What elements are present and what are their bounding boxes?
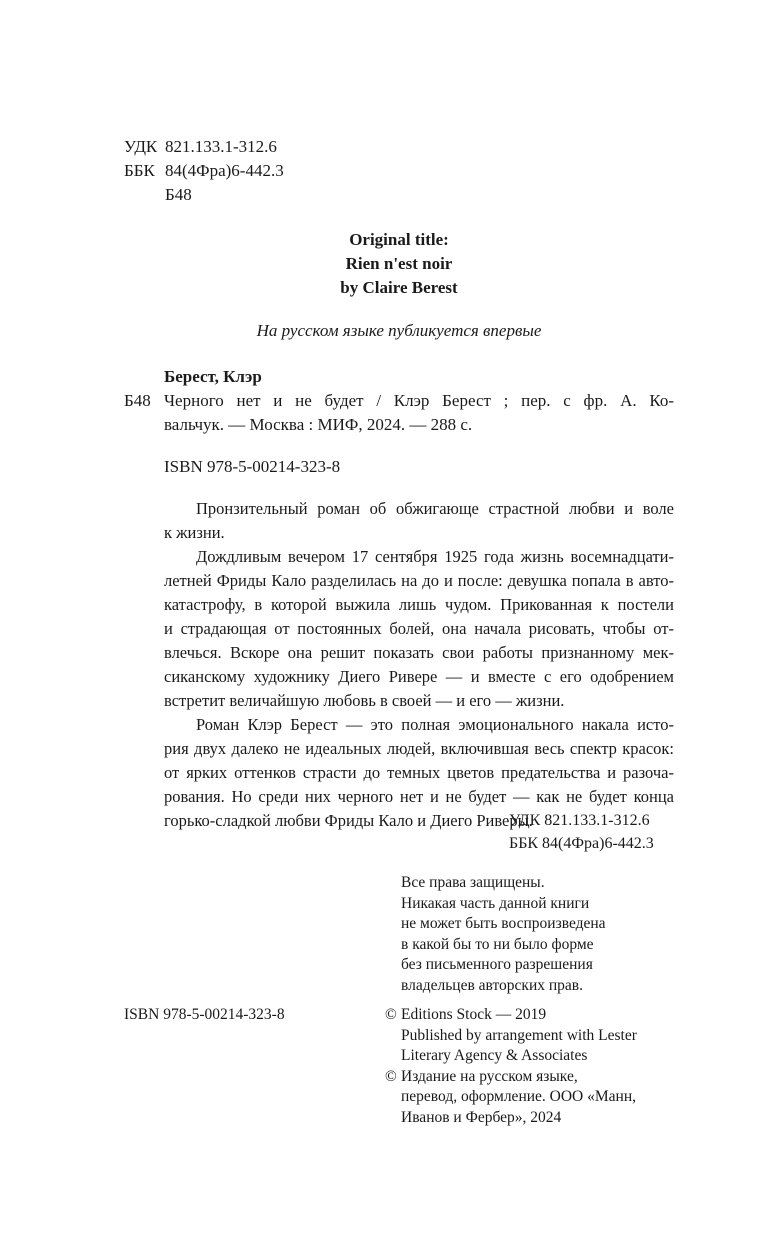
annotation-line: влечься. Вскоре она решит показать свои работы признанному мек- <box>164 643 674 662</box>
rights-line: без письменного разрешения <box>401 956 593 973</box>
copyright-line: Иванов и Фербер», 2024 <box>401 1108 562 1126</box>
bib-line: Черного нет и не будет / Клэр Берест ; пер. с фр. А. Ко- <box>164 391 674 410</box>
isbn-bottom: ISBN 978-5-00214-323-8 <box>124 1006 285 1023</box>
udk-row <box>124 135 284 159</box>
udk-value: 821.133.1-312.6 <box>165 137 277 156</box>
bbk-row <box>124 159 284 183</box>
annotation-line: сиканскому художнику Диего Ривере — и вместе с его одобрением <box>164 667 674 686</box>
bib-description <box>164 389 674 437</box>
bbk-value: 84(4Фра)6-442.3 <box>165 161 284 180</box>
classification-block <box>124 135 284 207</box>
rights-line: Все права защищены. <box>401 874 545 891</box>
copyright-symbol: © <box>385 1067 397 1085</box>
annotation-line: к жизни. <box>164 523 225 542</box>
annotation-line: Пронзительный роман об обжигающе страстной любви и воле <box>196 499 674 518</box>
copyright-line: перевод, оформление. ООО «Манн, <box>401 1088 636 1105</box>
bib-author: Берест, Клэр <box>164 367 262 386</box>
annotation-line: горько-сладкой любви Фриды Кало и Диего Риверы. <box>164 811 533 830</box>
copyright-line <box>385 1067 637 1088</box>
original-title <box>0 228 768 300</box>
bib-line: вальчук. — Москва : МИФ, 2024. — 288 с. <box>164 415 473 434</box>
annotation-line: катастрофу, в которой выжила лишь чудом. Прикованная к постели <box>164 595 674 614</box>
rights-line: не может быть воспроизведена <box>401 915 606 932</box>
copyright-text: Editions Stock — 2019 <box>401 1006 547 1023</box>
copyright-text: Издание на русском языке, <box>401 1067 578 1085</box>
udk-code: УДК 821.133.1-312.6 <box>509 812 650 829</box>
annotation-line: рия двух далеко не идеальных людей, включившая весь спектр красок: <box>164 739 674 758</box>
original-title-author: by Claire Berest <box>340 278 458 297</box>
copyright-symbol: © <box>385 1006 397 1023</box>
annotation-line: и страдающая от постоянных болей, она начала рисовать, чтобы от- <box>164 619 674 638</box>
copyright-line: Literary Agency & Associates <box>401 1047 588 1064</box>
copyright-line <box>385 1005 637 1026</box>
annotation-line: рования. Но среди них черного нет и не будет — как не будет конца <box>164 787 674 806</box>
bib-isbn: ISBN 978-5-00214-323-8 <box>164 457 341 476</box>
author-sign: Б48 <box>165 185 192 204</box>
annotation-line: Дождливым вечером 17 сентября 1925 года жизнь восемнадцати- <box>196 547 674 566</box>
annotation-line: Роман Клэр Берест — это полная эмоционального накала исто- <box>196 715 674 734</box>
annotation-line: встретит величайшую любовь в своей — и его — жизни. <box>164 691 565 710</box>
bbk-label: ББК <box>124 161 155 180</box>
annotation-line: от ярких оттенков страсти до темных цветов предательства и разоча- <box>164 763 674 782</box>
copyright-block <box>385 1005 637 1128</box>
bib-sign: Б48 <box>124 391 151 410</box>
original-title-label: Original title: <box>349 230 449 249</box>
rights-line: владельцев авторских прав. <box>401 976 583 994</box>
rights-notice <box>401 873 606 996</box>
bbk-code: ББК 84(4Фра)6-442.3 <box>509 835 654 852</box>
annotation <box>164 497 674 833</box>
copyright-line: Published by arrangement with Lester <box>401 1026 637 1044</box>
rights-line: Никакая часть данной книги <box>401 894 590 912</box>
original-title-name: Rien n'est noir <box>345 254 453 273</box>
udk-label: УДК <box>124 137 158 156</box>
first-publication-note: На русском языке публикуется впервые <box>256 321 542 340</box>
rights-line: в какой бы то ни было форме <box>401 935 594 953</box>
annotation-line: летней Фриды Кало разделилась на до и после: девушка попала в авто- <box>164 571 674 590</box>
codes-right <box>509 809 654 855</box>
